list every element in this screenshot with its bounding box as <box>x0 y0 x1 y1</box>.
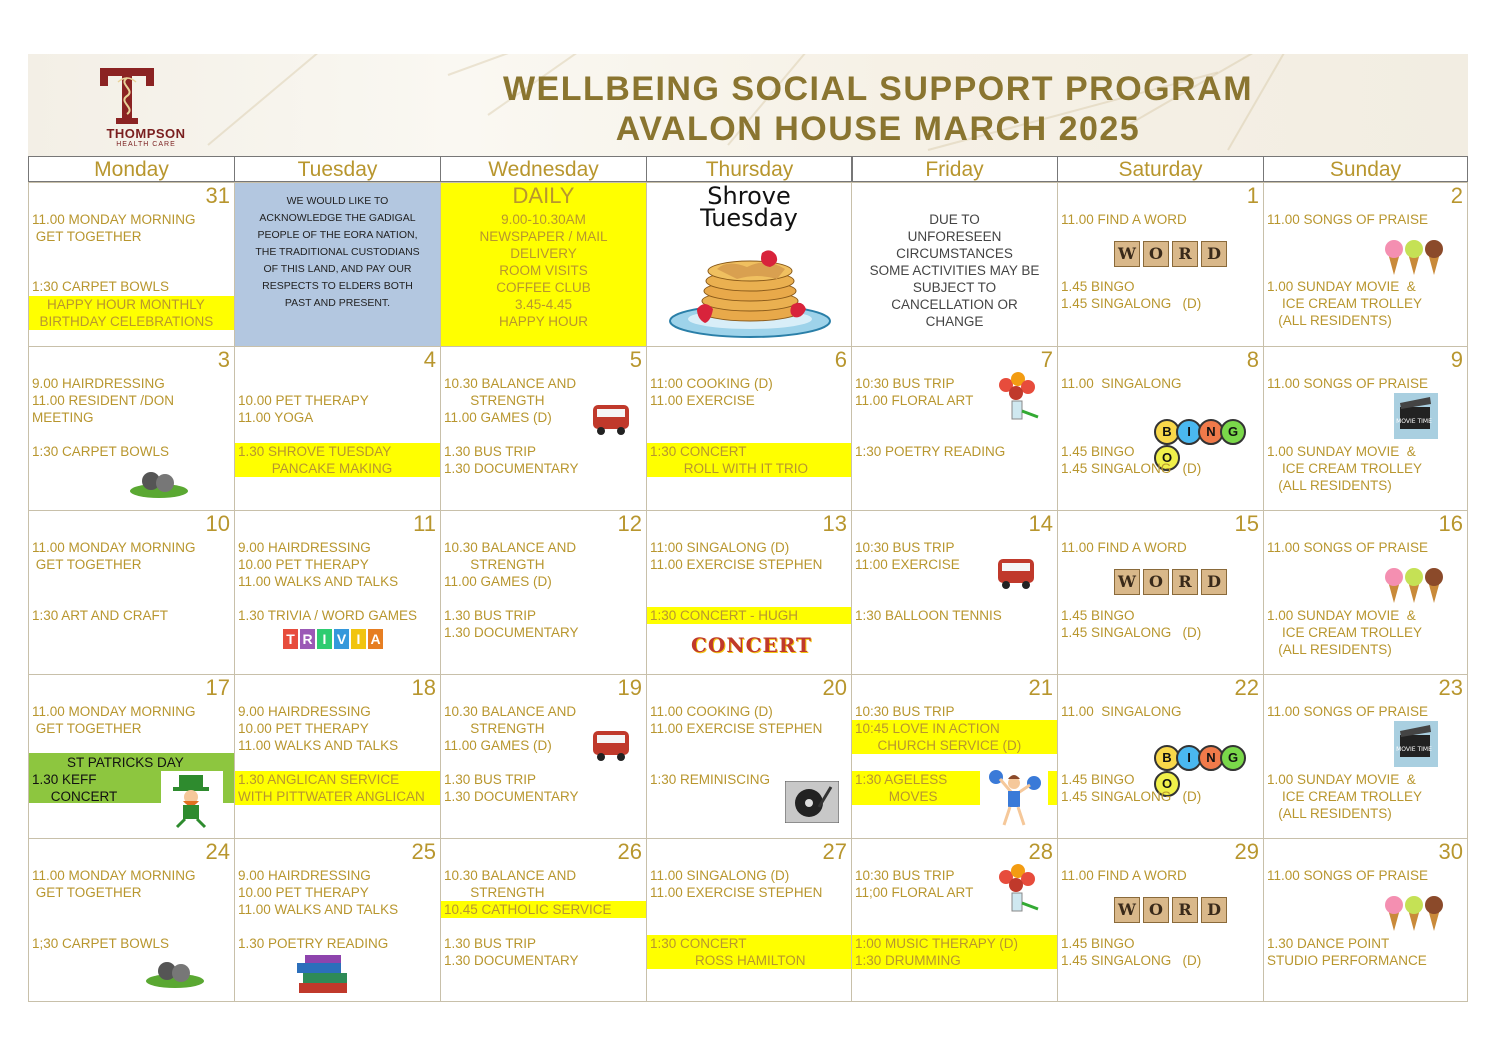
activity-line: CONCERT <box>32 789 118 804</box>
svg-text:MOVIE TIME: MOVIE TIME <box>1396 418 1432 425</box>
activity-line: BIRTHDAY CELEBRATIONS <box>32 314 214 329</box>
activity-line: HAPPY HOUR MONTHLY <box>32 297 205 312</box>
day-number: 4 <box>423 347 436 372</box>
activity-line: 1:30 DRUMMING <box>855 953 961 968</box>
activity-line: 10.00 PET THERAPY <box>238 721 369 736</box>
activity-line: STRENGTH <box>444 721 545 736</box>
day-cell-15 <box>1057 510 1264 675</box>
day-number: 16 <box>1438 511 1463 536</box>
day-cell-27 <box>646 838 852 1002</box>
activity-line: GET TOGETHER <box>32 229 142 244</box>
activity-line: 11.00 GAMES (D) <box>444 410 552 425</box>
activity-line: 11;00 FLORAL ART <box>855 885 974 900</box>
st-patricks-label: ST PATRICKS DAY <box>67 755 184 770</box>
header-banner <box>28 54 1468 156</box>
bus-icon <box>591 399 631 439</box>
thompson-logo <box>96 64 196 150</box>
activity-line: 1.45 BINGO <box>1061 608 1135 623</box>
activity-line: STRENGTH <box>444 393 545 408</box>
daily-heading: DAILY <box>512 183 575 208</box>
activity-line: 1;30 CARPET BOWLS <box>32 936 170 951</box>
activity-line: ICE CREAM TROLLEY <box>1267 625 1423 640</box>
day-cell-17 <box>28 674 235 839</box>
books-icon <box>295 955 351 995</box>
activity-line: 11:00 COOKING (D) <box>650 376 773 391</box>
activity-line: ICE CREAM TROLLEY <box>1267 296 1423 311</box>
day-cell-20 <box>646 674 852 839</box>
cheerleader-icon <box>986 769 1044 831</box>
activity-line: 11.00 EXERCISE <box>650 393 755 408</box>
day-number: 11 <box>413 511 436 536</box>
activity-line: 11.00 SINGALONG <box>1061 376 1182 391</box>
activity-line: 9.00 HAIRDRESSING <box>32 376 165 391</box>
activity-line: STRENGTH <box>444 885 545 900</box>
day-header-monday: Monday <box>28 156 235 182</box>
word-tiles-icon: W O R D <box>1114 897 1227 923</box>
day-cell-29 <box>1057 838 1264 1002</box>
activity-line: ICE CREAM TROLLEY <box>1267 789 1423 804</box>
activity-line: 1.45 BINGO <box>1061 444 1135 459</box>
activity-line: 10:30 BUS TRIP <box>855 540 955 555</box>
activity-line: PANCAKE MAKING <box>238 461 393 476</box>
day-number: 13 <box>822 511 847 536</box>
bowls-icon <box>129 465 189 499</box>
activity-line: ICE CREAM TROLLEY <box>1267 461 1423 476</box>
day-number: 26 <box>617 839 642 864</box>
movie-time-icon <box>1394 393 1438 439</box>
day-cell-6 <box>646 346 852 511</box>
activity-line: 1.45 BINGO <box>1061 936 1135 951</box>
day-number: 29 <box>1234 839 1259 864</box>
day-cell-19 <box>440 674 647 839</box>
day-header-sunday: Sunday <box>1263 156 1468 182</box>
activity-line: 11.00 COOKING (D) <box>650 704 773 719</box>
activity-line: 10.00 PET THERAPY <box>238 393 369 408</box>
activity-line: STUDIO PERFORMANCE <box>1267 953 1427 968</box>
activity-line: 1:30 ART AND CRAFT <box>32 608 169 623</box>
activity-line: 1.30 DOCUMENTARY <box>444 789 579 804</box>
shrove-line1: Shrove <box>707 182 791 210</box>
activity-line: CHURCH SERVICE (D) <box>855 738 1022 753</box>
day-number: 8 <box>1246 347 1259 372</box>
day-cell-1 <box>1057 182 1264 347</box>
day-header-friday: Friday <box>851 156 1058 182</box>
leprechaun-icon <box>161 771 223 829</box>
activity-line: 1:30 CONCERT - HUGH <box>650 608 799 623</box>
activity-line: 1.00 SUNDAY MOVIE & <box>1267 608 1416 623</box>
activity-line: 10:30 BUS TRIP <box>855 704 955 719</box>
activity-line: 1:30 CARPET BOWLS <box>32 444 170 459</box>
activity-line: 11.00 GAMES (D) <box>444 574 552 589</box>
ice-cream-icon <box>1384 237 1444 277</box>
activity-line: 1.30 BUS TRIP <box>444 608 537 623</box>
activity-line: 10.45 CATHOLIC SERVICE <box>444 902 612 917</box>
activity-line: 11.00 WALKS AND TALKS <box>238 902 399 917</box>
day-cell-31 <box>28 182 235 347</box>
concert-badge-icon: CONCERT <box>691 633 812 657</box>
activity-line: 1:30 CONCERT <box>650 936 747 951</box>
svg-text:MOVIE TIME: MOVIE TIME <box>1396 746 1432 753</box>
day-cell-14 <box>851 510 1058 675</box>
day-number: 17 <box>205 675 230 700</box>
activity-line: 11.00 FLORAL ART <box>855 393 974 408</box>
activity-line: 10:30 BUS TRIP <box>855 868 955 883</box>
day-cell-25 <box>234 838 441 1002</box>
activity-line: 11.00 EXERCISE STEPHEN <box>650 885 823 900</box>
day-number: 10 <box>205 511 230 536</box>
activity-line: 11.00 GAMES (D) <box>444 738 552 753</box>
activity-line: MOVES <box>855 789 938 804</box>
activity-line: 1:00 MUSIC THERAPY (D) <box>855 936 1019 951</box>
activity-line: 1.00 SUNDAY MOVIE & <box>1267 279 1416 294</box>
day-number: 2 <box>1450 183 1463 208</box>
activity-line: 10.30 BALANCE AND <box>444 704 577 719</box>
activity-line: 1.00 SUNDAY MOVIE & <box>1267 772 1416 787</box>
notice-text: DUE TO UNFORESEEN CIRCUMSTANCES SOME ACTIVITIES MAY BE SUBJECT TO CANCELLATION OR CHANGE <box>869 212 1040 329</box>
logo-brand-text: THOMPSON <box>106 126 186 141</box>
day-number: 20 <box>822 675 847 700</box>
activity-line: 11.00 SONGS OF PRAISE <box>1267 376 1429 391</box>
day-cell-13 <box>646 510 852 675</box>
word-tiles-icon: W O R D <box>1114 569 1227 595</box>
day-cell-28 <box>851 838 1058 1002</box>
day-number: 24 <box>205 839 230 864</box>
day-number: 18 <box>411 675 436 700</box>
activity-line: 11:00 SINGALONG (D) <box>650 540 790 555</box>
pancakes-icon <box>667 239 833 339</box>
program-title: WELLBEING SOCIAL SUPPORT PROGRAM <box>502 70 1254 108</box>
shrove-line2: Tuesday <box>700 204 798 232</box>
activity-line: 1.45 BINGO <box>1061 279 1135 294</box>
activity-line: MEETING <box>32 410 94 425</box>
activity-line: ROLL WITH IT TRIO <box>650 461 809 476</box>
bingo-balls-icon: B I N GO <box>1154 745 1263 797</box>
activity-line: 11.00 SONGS OF PRAISE <box>1267 704 1429 719</box>
day-number: 5 <box>629 347 642 372</box>
activity-line: 1.45 BINGO <box>1061 772 1135 787</box>
day-number: 15 <box>1234 511 1259 536</box>
day-number: 1 <box>1246 183 1259 208</box>
activity-line: 10.30 BALANCE AND <box>444 376 577 391</box>
activity-line: 1.45 SINGALONG (D) <box>1061 461 1202 476</box>
activity-line: 11.00 EXERCISE STEPHEN <box>650 557 823 572</box>
day-cell-12 <box>440 510 647 675</box>
program-subtitle: AVALON HOUSE MARCH 2025 <box>615 110 1141 148</box>
activity-line: 1.30 BUS TRIP <box>444 772 537 787</box>
activity-line: 11.00 MONDAY MORNING <box>32 540 196 555</box>
acknowledgement-of-country <box>234 182 441 347</box>
activity-line: 1.30 ANGLICAN SERVICE <box>238 772 400 787</box>
day-header-tuesday: Tuesday <box>234 156 441 182</box>
activity-line: 10:45 LOVE IN ACTION <box>855 721 1000 736</box>
bingo-balls-icon: B I N GO <box>1154 419 1263 471</box>
day-number: 6 <box>834 347 847 372</box>
activity-line: 1.45 SINGALONG (D) <box>1061 625 1202 640</box>
bowls-icon <box>145 955 205 989</box>
activity-line: 11.00 RESIDENT /DON <box>32 393 175 408</box>
bus-icon <box>591 725 631 765</box>
activity-line: 11.00 WALKS AND TALKS <box>238 738 399 753</box>
activity-line: 10.00 PET THERAPY <box>238 557 369 572</box>
day-number: 7 <box>1040 347 1053 372</box>
day-number: 9 <box>1450 347 1463 372</box>
activity-line: 11.00 MONDAY MORNING <box>32 212 196 227</box>
activity-line: GET TOGETHER <box>32 557 142 572</box>
day-cell-26 <box>440 838 647 1002</box>
activity-line: (ALL RESIDENTS) <box>1267 478 1392 493</box>
activity-line: 11.00 FIND A WORD <box>1061 212 1187 227</box>
activity-line: ROSS HAMILTON <box>650 953 806 968</box>
movie-time-icon <box>1394 721 1438 767</box>
activity-line: 11.00 WALKS AND TALKS <box>238 574 399 589</box>
ice-cream-icon <box>1384 565 1444 605</box>
activity-line: 11.00 FIND A WORD <box>1061 540 1187 555</box>
day-cell-21 <box>851 674 1058 839</box>
calendar-grid <box>28 156 1468 1001</box>
activity-line: 10.30 BALANCE AND <box>444 868 577 883</box>
day-cell-30 <box>1263 838 1468 1002</box>
activity-line: 1:30 POETRY READING <box>855 444 1006 459</box>
activity-line: 1.45 SINGALONG (D) <box>1061 953 1202 968</box>
daily-text: 9.00-10.30AM NEWSPAPER / MAIL DELIVERY ROOM VISITS COFFEE CLUB 3.45-4.45 HAPPY HOUR <box>479 212 608 329</box>
day-number: 28 <box>1028 839 1053 864</box>
activity-line: 11.00 MONDAY MORNING <box>32 868 196 883</box>
day-cell-11 <box>234 510 441 675</box>
day-cell-10 <box>28 510 235 675</box>
activity-line: 1.30 POETRY READING <box>238 936 389 951</box>
activity-line: 10.30 BALANCE AND <box>444 540 577 555</box>
activity-line: 1:30 CONCERT <box>650 444 747 459</box>
activity-line: 1.30 DOCUMENTARY <box>444 953 579 968</box>
activity-line: 9.00 HAIRDRESSING <box>238 540 371 555</box>
activity-line: 11.00 YOGA <box>238 410 314 425</box>
activity-line: 1.30 TRIVIA / WORD GAMES <box>238 608 418 623</box>
activity-line: 1.30 SHROVE TUESDAY <box>238 444 392 459</box>
activity-line: 11.00 SONGS OF PRAISE <box>1267 868 1429 883</box>
flowers-icon <box>992 863 1042 913</box>
day-cell-23 <box>1263 674 1468 839</box>
activity-line: 1:30 AGELESS <box>855 772 948 787</box>
activity-line: 11.00 MONDAY MORNING <box>32 704 196 719</box>
activity-line: 11.00 FIND A WORD <box>1061 868 1187 883</box>
shrove-tuesday-graphic <box>646 182 852 347</box>
activity-line: 1:30 CARPET BOWLS <box>32 279 170 294</box>
activity-line: 11.00 SONGS OF PRAISE <box>1267 540 1429 555</box>
day-cell-24 <box>28 838 235 1002</box>
logo-sub-text: HEALTH CARE <box>116 141 176 148</box>
activity-line: GET TOGETHER <box>32 885 142 900</box>
activity-line: 11.00 SINGALONG (D) <box>650 868 790 883</box>
day-number: 22 <box>1234 675 1259 700</box>
flowers-icon <box>992 371 1042 421</box>
activity-line: 1.30 BUS TRIP <box>444 936 537 951</box>
activity-line: 11.00 SINGALONG <box>1061 704 1182 719</box>
activity-line: 1.30 DANCE POINT <box>1267 936 1390 951</box>
activity-line: 1.30 KEFF <box>32 772 97 787</box>
day-number: 25 <box>411 839 436 864</box>
activity-line: (ALL RESIDENTS) <box>1267 313 1392 328</box>
acknowledgement-text: WE WOULD LIKE TO ACKNOWLEDGE THE GADIGAL PEOPLE OF THE EORA NATION, THE TRADITIONAL CUSTODIANS OF THIS LAND, AND PAY OUR RESPECTS TO ELDERS BOTH PAST AND PRESENT. <box>255 195 420 309</box>
activity-line: STRENGTH <box>444 557 545 572</box>
day-number: 12 <box>617 511 642 536</box>
activity-line: (ALL RESIDENTS) <box>1267 806 1392 821</box>
day-number: 3 <box>217 347 230 372</box>
activity-line: WITH PITTWATER ANGLICAN <box>238 789 425 804</box>
day-number: 23 <box>1438 675 1463 700</box>
thompson-t-icon <box>96 64 196 126</box>
word-tiles-icon: W O R D <box>1114 241 1227 267</box>
activity-line: 1.30 DOCUMENTARY <box>444 625 579 640</box>
day-cell-3 <box>28 346 235 511</box>
day-number: 27 <box>822 839 847 864</box>
day-cell-16 <box>1263 510 1468 675</box>
activity-line: 9.00 HAIRDRESSING <box>238 868 371 883</box>
activity-line: 10:30 BUS TRIP <box>855 376 955 391</box>
day-cell-8 <box>1057 346 1264 511</box>
notice-cell <box>851 182 1058 347</box>
activity-line: 1.00 SUNDAY MOVIE & <box>1267 444 1416 459</box>
bus-icon <box>996 553 1036 593</box>
day-header-saturday: Saturday <box>1057 156 1264 182</box>
day-cell-5 <box>440 346 647 511</box>
activity-line: 1.45 SINGALONG (D) <box>1061 296 1202 311</box>
activity-line: 9.00 HAIRDRESSING <box>238 704 371 719</box>
activity-line: 10.00 PET THERAPY <box>238 885 369 900</box>
activity-line: GET TOGETHER <box>32 721 142 736</box>
day-cell-22 <box>1057 674 1264 839</box>
day-header-thursday: Thursday <box>646 156 853 182</box>
ice-cream-icon <box>1384 893 1444 933</box>
day-number: 30 <box>1438 839 1463 864</box>
daily-activities <box>440 182 647 347</box>
activity-line: 1:30 BALLOON TENNIS <box>855 608 1002 623</box>
activity-line: (ALL RESIDENTS) <box>1267 642 1392 657</box>
activity-line: 1.30 DOCUMENTARY <box>444 461 579 476</box>
day-number: 19 <box>617 675 642 700</box>
activity-line: 1.45 SINGALONG (D) <box>1061 789 1202 804</box>
day-cell-7 <box>851 346 1058 511</box>
activity-line: 11.00 EXERCISE STEPHEN <box>650 721 823 736</box>
day-cell-18 <box>234 674 441 839</box>
record-player-icon <box>785 781 839 823</box>
day-number: 14 <box>1028 511 1053 536</box>
day-cell-9 <box>1263 346 1468 511</box>
day-header-wednesday: Wednesday <box>440 156 647 182</box>
day-cell-2 <box>1263 182 1468 347</box>
day-number: 31 <box>205 183 230 208</box>
day-cell-4 <box>234 346 441 511</box>
day-number: 21 <box>1028 675 1053 700</box>
trivia-icon: T R I V I A <box>283 629 385 649</box>
activity-line: 1:30 REMINISCING <box>650 772 771 787</box>
activity-line: 11:00 EXERCISE <box>855 557 960 572</box>
activity-line: 1.30 BUS TRIP <box>444 444 537 459</box>
activity-line: 11.00 SONGS OF PRAISE <box>1267 212 1429 227</box>
